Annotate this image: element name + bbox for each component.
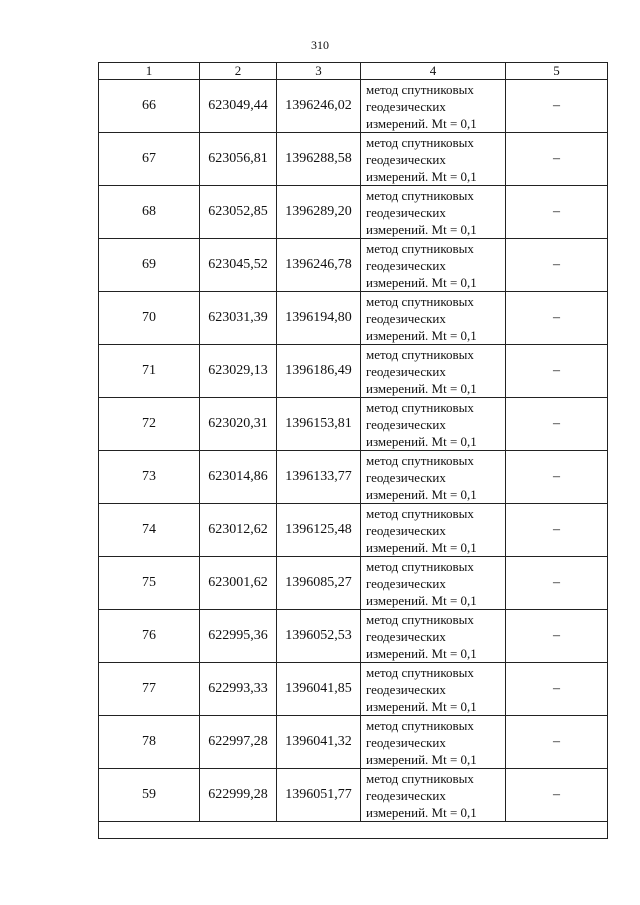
method-text-line: геодезических — [366, 628, 446, 644]
x-coordinate-cell: 623031,39 — [200, 292, 277, 345]
description-cell: – — [506, 716, 608, 769]
x-coordinate-cell: 622999,28 — [200, 769, 277, 822]
y-coordinate-cell: 1396133,77 — [277, 451, 361, 504]
x-coordinate-cell: 623056,81 — [200, 133, 277, 186]
method-text-line: геодезических — [366, 204, 446, 220]
x-coordinate-cell: 623014,86 — [200, 451, 277, 504]
method-text-line: измерений. Mt = 0,1 — [366, 486, 477, 502]
point-number-cell: 76 — [99, 610, 200, 663]
y-coordinate-cell: 1396051,77 — [277, 769, 361, 822]
point-number-cell: 69 — [99, 239, 200, 292]
method-text-line: геодезических — [366, 681, 446, 697]
header-col-5: 5 — [506, 63, 608, 80]
x-coordinate-cell: 622993,33 — [200, 663, 277, 716]
method-text-line: геодезических — [366, 416, 446, 432]
point-number-cell: 70 — [99, 292, 200, 345]
x-coordinate-cell: 623012,62 — [200, 504, 277, 557]
method-cell — [361, 80, 506, 133]
method-text-line: метод спутниковых — [366, 558, 474, 574]
method-text-line: геодезических — [366, 522, 446, 538]
header-col-2: 2 — [200, 63, 277, 80]
method-text-line: измерений. Mt = 0,1 — [366, 327, 477, 343]
method-cell — [361, 451, 506, 504]
method-text-line: геодезических — [366, 363, 446, 379]
description-cell: – — [506, 398, 608, 451]
y-coordinate-cell: 1396186,49 — [277, 345, 361, 398]
empty-row — [99, 822, 608, 839]
point-number-cell: 66 — [99, 80, 200, 133]
description-cell: – — [506, 133, 608, 186]
description-cell: – — [506, 345, 608, 398]
table-row — [99, 504, 608, 557]
description-cell: – — [506, 451, 608, 504]
method-cell — [361, 557, 506, 610]
point-number-cell: 75 — [99, 557, 200, 610]
description-cell: – — [506, 557, 608, 610]
description-cell: – — [506, 186, 608, 239]
table-row — [99, 133, 608, 186]
table-row — [99, 716, 608, 769]
table-row — [99, 769, 608, 822]
x-coordinate-cell: 623029,13 — [200, 345, 277, 398]
method-cell — [361, 769, 506, 822]
description-cell: – — [506, 769, 608, 822]
method-text-line: метод спутниковых — [366, 452, 474, 468]
y-coordinate-cell: 1396085,27 — [277, 557, 361, 610]
method-text-line: метод спутниковых — [366, 664, 474, 680]
header-col-3: 3 — [277, 63, 361, 80]
x-coordinate-cell: 623020,31 — [200, 398, 277, 451]
method-text-line: измерений. Mt = 0,1 — [366, 274, 477, 290]
method-text-line: геодезических — [366, 469, 446, 485]
method-text-line: измерений. Mt = 0,1 — [366, 380, 477, 396]
point-number-cell: 74 — [99, 504, 200, 557]
y-coordinate-cell: 1396041,85 — [277, 663, 361, 716]
point-number-cell: 73 — [99, 451, 200, 504]
y-coordinate-cell: 1396289,20 — [277, 186, 361, 239]
method-text-line: метод спутниковых — [366, 346, 474, 362]
y-coordinate-cell: 1396041,32 — [277, 716, 361, 769]
y-coordinate-cell: 1396153,81 — [277, 398, 361, 451]
y-coordinate-cell: 1396246,02 — [277, 80, 361, 133]
table-row — [99, 345, 608, 398]
method-text-line: метод спутниковых — [366, 717, 474, 733]
point-number-cell: 71 — [99, 345, 200, 398]
table-row — [99, 663, 608, 716]
x-coordinate-cell: 622995,36 — [200, 610, 277, 663]
table-row — [99, 557, 608, 610]
method-text-line: метод спутниковых — [366, 187, 474, 203]
x-coordinate-cell: 623049,44 — [200, 80, 277, 133]
method-text-line: метод спутниковых — [366, 611, 474, 627]
x-coordinate-cell: 623052,85 — [200, 186, 277, 239]
method-text-line: геодезических — [366, 787, 446, 803]
point-number-cell: 68 — [99, 186, 200, 239]
method-cell — [361, 610, 506, 663]
table-body — [99, 80, 608, 839]
method-text-line: метод спутниковых — [366, 293, 474, 309]
x-coordinate-cell: 622997,28 — [200, 716, 277, 769]
method-text-line: измерений. Mt = 0,1 — [366, 698, 477, 714]
method-cell — [361, 186, 506, 239]
method-text-line: измерений. Mt = 0,1 — [366, 751, 477, 767]
table-row — [99, 398, 608, 451]
method-text-line: геодезических — [366, 98, 446, 114]
method-text-line: геодезических — [366, 734, 446, 750]
description-cell: – — [506, 292, 608, 345]
y-coordinate-cell: 1396246,78 — [277, 239, 361, 292]
method-text-line: измерений. Mt = 0,1 — [366, 168, 477, 184]
method-text-line: геодезических — [366, 257, 446, 273]
description-cell: – — [506, 663, 608, 716]
method-text-line: метод спутниковых — [366, 770, 474, 786]
description-cell: – — [506, 239, 608, 292]
method-text-line: измерений. Mt = 0,1 — [366, 221, 477, 237]
method-cell — [361, 133, 506, 186]
description-cell: – — [506, 80, 608, 133]
y-coordinate-cell: 1396194,80 — [277, 292, 361, 345]
header-col-1: 1 — [99, 63, 200, 80]
table-row — [99, 80, 608, 133]
method-text-line: измерений. Mt = 0,1 — [366, 804, 477, 820]
header-col-4: 4 — [361, 63, 506, 80]
empty-cell — [99, 822, 608, 839]
method-text-line: измерений. Mt = 0,1 — [366, 539, 477, 555]
table-row — [99, 451, 608, 504]
method-cell — [361, 663, 506, 716]
y-coordinate-cell: 1396052,53 — [277, 610, 361, 663]
table-row — [99, 292, 608, 345]
y-coordinate-cell: 1396288,58 — [277, 133, 361, 186]
method-text-line: измерений. Mt = 0,1 — [366, 645, 477, 661]
method-text-line: геодезических — [366, 575, 446, 591]
table-header-row — [99, 63, 608, 80]
y-coordinate-cell: 1396125,48 — [277, 504, 361, 557]
method-text-line: геодезических — [366, 310, 446, 326]
method-text-line: измерений. Mt = 0,1 — [366, 433, 477, 449]
method-text-line: геодезических — [366, 151, 446, 167]
method-text-line: метод спутниковых — [366, 240, 474, 256]
method-cell — [361, 398, 506, 451]
x-coordinate-cell: 623001,62 — [200, 557, 277, 610]
page-number: 310 — [311, 38, 329, 52]
method-text-line: измерений. Mt = 0,1 — [366, 592, 477, 608]
method-text-line: метод спутниковых — [366, 81, 474, 97]
method-text-line: метод спутниковых — [366, 399, 474, 415]
coordinates-table — [98, 62, 608, 839]
point-number-cell: 77 — [99, 663, 200, 716]
description-cell: – — [506, 610, 608, 663]
table-row — [99, 610, 608, 663]
method-cell — [361, 716, 506, 769]
method-cell — [361, 292, 506, 345]
table-row — [99, 186, 608, 239]
point-number-cell: 59 — [99, 769, 200, 822]
x-coordinate-cell: 623045,52 — [200, 239, 277, 292]
description-cell: – — [506, 504, 608, 557]
method-cell — [361, 504, 506, 557]
method-cell — [361, 239, 506, 292]
method-text-line: метод спутниковых — [366, 134, 474, 150]
point-number-cell: 72 — [99, 398, 200, 451]
method-text-line: метод спутниковых — [366, 505, 474, 521]
point-number-cell: 78 — [99, 716, 200, 769]
method-cell — [361, 345, 506, 398]
point-number-cell: 67 — [99, 133, 200, 186]
table-row — [99, 239, 608, 292]
method-text-line: измерений. Mt = 0,1 — [366, 115, 477, 131]
